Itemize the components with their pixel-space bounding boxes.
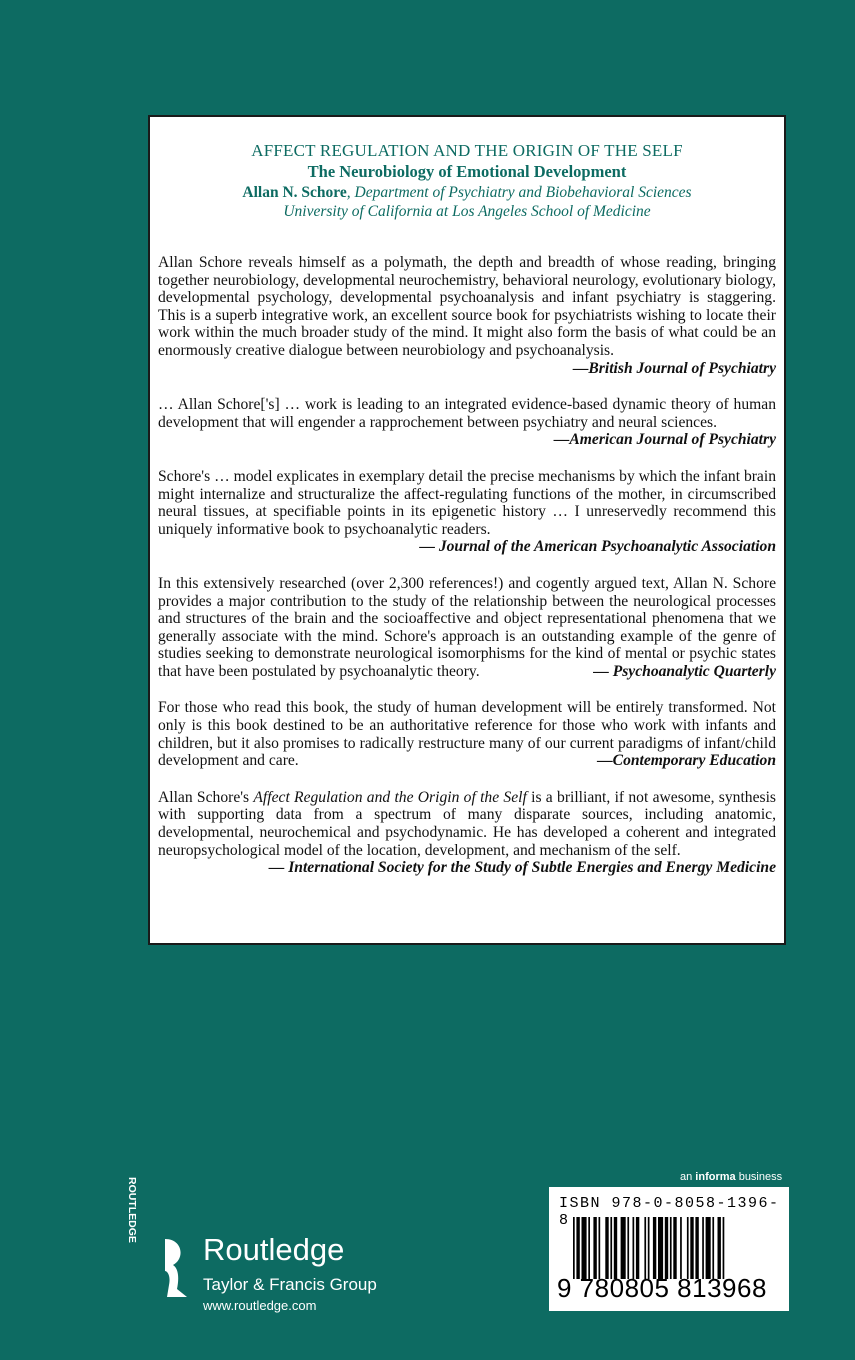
informa-suffix: business: [735, 1171, 783, 1183]
routledge-logo-icon: [126, 1177, 189, 1301]
logo-text: ROUTLEDGE: [126, 1177, 138, 1243]
author-affiliation: , Department of Psychiatry and Biobehavioral Sciences: [346, 184, 692, 201]
barcode-icon: [573, 1217, 781, 1279]
quote-source: — Psychoanalytic Quarterly: [593, 662, 776, 680]
review-quotes: [158, 254, 776, 896]
isbn-text: ISBN 978-0-8058-1396-8: [559, 1195, 780, 1229]
quote-source: —American Journal of Psychiatry: [553, 431, 776, 449]
barcode-bar: [665, 1217, 668, 1279]
informa-word: informa: [695, 1171, 736, 1183]
barcode-bar: [706, 1217, 711, 1279]
barcode-bar: [614, 1217, 617, 1279]
publisher-url: www.routledge.com: [203, 1298, 317, 1313]
barcode-bar: [633, 1217, 635, 1279]
barcode-bar: [610, 1217, 612, 1279]
informa-prefix: an: [680, 1171, 696, 1183]
back-cover-panel: [148, 115, 786, 945]
book-title: AFFECT REGULATION AND THE ORIGIN OF THE SELF: [251, 141, 683, 160]
barcode-bar: [712, 1217, 714, 1279]
barcode-bar: [690, 1217, 693, 1279]
book-subtitle: The Neurobiology of Emotional Development: [307, 162, 627, 181]
author-line: [150, 183, 784, 202]
barcode-bar: [588, 1217, 590, 1279]
quote-text: In this extensively researched (over 2,300 references!) and cogently argued text, Allan N. Schore provides a major contribution to the study of the relationship between the neurological processes and structures of the brain and the socioaffective and object representational phenomena that we generally associate with the mind. Schore's approach is an outstanding example of the genre of studies seeking to demonstrate neurological isomorphisms for the kind of mental or psychic states that have been postulated by psychoanalytic theory.: [158, 574, 776, 680]
barcode-bar: [702, 1217, 704, 1279]
quote-text: Allan Schore's: [158, 788, 254, 806]
quote-text: For those who read this book, the study of human development will be entirely transformed. Not only is this book destined to be an authoritative reference for those who work with infants and children, but it also promises to radically restructure many of our current paradigms of infant/child development and care.: [158, 699, 776, 770]
review-quote: [158, 575, 776, 681]
barcode-bar: [723, 1217, 725, 1279]
barcode-bar: [687, 1217, 689, 1279]
barcode-bar: [627, 1217, 629, 1279]
author-name: Allan N. Schore: [242, 184, 347, 201]
quote-source: —Contemporary Education: [597, 752, 776, 770]
barcode-digits: 9 780805 813968: [557, 1273, 767, 1303]
barcode-bar: [648, 1217, 650, 1279]
barcode-bar: [658, 1217, 663, 1279]
review-quote: [158, 396, 776, 449]
barcode-bar: [593, 1217, 596, 1279]
quote-source: —British Journal of Psychiatry: [572, 359, 776, 377]
book-header: [150, 141, 784, 221]
quote-text: Schore's … model explicates in exemplary detail the precise mechanisms by which the infant brain might internalize and structuralize the affect-regulating functions of the mother, in circumscribed neural tissues, at specifiable points in its epigenetic history … I unreservedly recommend this uniquely informative book to psychoanalytic readers.: [158, 467, 776, 538]
barcode-bar: [636, 1217, 639, 1279]
publisher-group: Taylor & Francis Group: [203, 1275, 377, 1294]
quote-source: — International Society for the Study of Subtle Energies and Energy Medicine: [268, 859, 776, 877]
barcode-bar: [573, 1217, 575, 1279]
barcode-bar: [582, 1217, 587, 1279]
barcode-bar: [599, 1217, 601, 1279]
review-quote: [158, 699, 776, 769]
quote-text: … Allan Schore['s] … work is leading to an integrated evidence-based dynamic theory of human development that will engender a rapprochement between psychiatry and neural sciences.: [158, 396, 776, 431]
barcode-bar: [576, 1217, 579, 1279]
informa-tagline: [680, 1171, 782, 1183]
publisher-name: Routledge: [203, 1232, 345, 1267]
barcode-bar: [605, 1217, 608, 1279]
barcode-bar: [670, 1217, 672, 1279]
barcode-bar: [673, 1217, 676, 1279]
review-quote: [158, 789, 776, 877]
barcode-bar: [621, 1217, 626, 1279]
barcode-bar: [718, 1217, 721, 1279]
barcode-bar: [644, 1217, 646, 1279]
barcode-bar: [653, 1217, 656, 1279]
barcode-bar: [680, 1217, 682, 1279]
review-quote: [158, 254, 776, 377]
quote-text: Allan Schore reveals himself as a polymath, the depth and breadth of whose reading, bringing together neurobiology, developmental neurochemistry, behavioral neurology, evolutionary biology, developmental psychology, developmental psychoanalysis and infant psychiatry is staggering. This is a superb integrative work, an excellent source book for psychiatrists wishing to locate their work within the much broader study of the mind. It might also form the basis of what could be an enormously creative dialogue between neurobiology and psychoanalysis.: [158, 254, 776, 359]
quote-book-title: Affect Regulation and the Origin of the Self: [253, 788, 527, 806]
review-quote: [158, 468, 776, 556]
barcode-box: [549, 1187, 789, 1311]
author-university: University of California at Los Angeles School of Medicine: [283, 203, 651, 220]
quote-text-cont: is a brilliant, if not awesome, synthesis with supporting data from a spectrum of many disparate sources, including anatomic, developmental, neurochemical and psychodynamic. He has developed a coherent and integrated neuropsychological model of the location, development, and mechanism of the self.: [158, 788, 776, 859]
quote-source: — Journal of the American Psychoanalytic Association: [419, 538, 776, 556]
barcode-bar: [695, 1217, 698, 1279]
